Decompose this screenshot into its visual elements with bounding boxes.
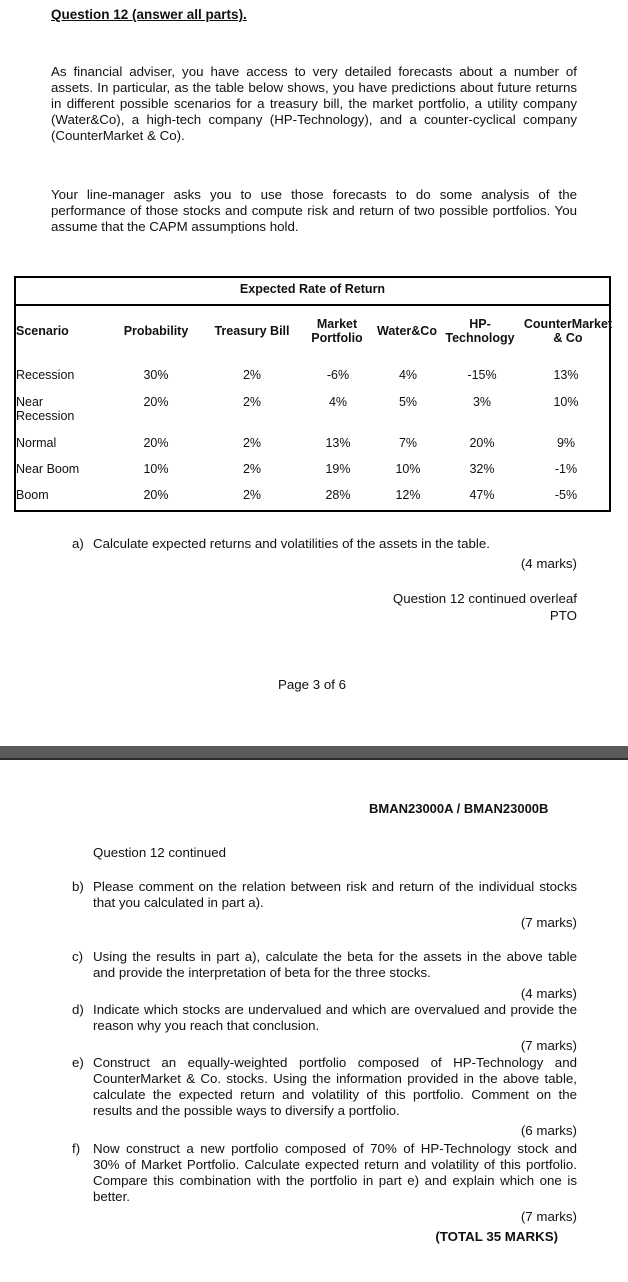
course-code: BMAN23000A / BMAN23000B <box>369 801 549 816</box>
part-d-text: Indicate which stocks are undervalued and which are overvalued and provide the reason why you reach that conclusion. <box>93 1002 577 1033</box>
row-normal-counter: 9% <box>556 436 576 450</box>
row-boom-treasury: 2% <box>242 488 262 502</box>
row-near-recession-scenario: Near Recession <box>16 395 75 423</box>
page-number: Page 3 of 6 <box>278 677 347 692</box>
part-b-marks: (7 marks) <box>520 915 577 930</box>
row-near-boom-market: 19% <box>325 462 351 476</box>
row-near-boom-hp: 32% <box>469 462 495 476</box>
part-b <box>72 879 577 911</box>
part-b-text: Please comment on the relation between risk and return of the individual stocks that you calculated in part a). <box>93 879 577 910</box>
part-d-marks: (7 marks) <box>520 1038 577 1053</box>
header-probability: Probability <box>123 324 189 338</box>
header-hp-technology: HP- Technology <box>445 317 515 345</box>
row-recession-scenario: Recession <box>16 368 75 382</box>
row-normal-treasury: 2% <box>242 436 262 450</box>
row-near-recession-probability: 20% <box>143 395 169 409</box>
row-near-recession-treasury: 2% <box>242 395 262 409</box>
part-c-marks: (4 marks) <box>520 986 577 1001</box>
part-c-label: c) <box>72 949 84 964</box>
part-a-text: Calculate expected returns and volatilities of the assets in the table. <box>93 536 490 551</box>
row-boom-counter: -5% <box>554 488 578 502</box>
total-marks: (TOTAL 35 MARKS) <box>435 1229 558 1244</box>
part-e-label: e) <box>72 1055 84 1070</box>
row-recession-treasury: 2% <box>242 368 262 382</box>
part-b-label: b) <box>72 879 84 894</box>
row-recession-water: 4% <box>398 368 418 382</box>
pto-note: PTO <box>549 608 577 623</box>
row-near-recession-hp: 3% <box>472 395 492 409</box>
row-boom-scenario: Boom <box>16 488 49 502</box>
part-e-marks: (6 marks) <box>520 1123 577 1138</box>
row-boom-probability: 20% <box>143 488 169 502</box>
row-recession-market: -6% <box>326 368 350 382</box>
row-near-recession-water: 5% <box>398 395 418 409</box>
row-near-recession-market: 4% <box>328 395 348 409</box>
part-e <box>72 1055 577 1119</box>
header-treasury-bill: Treasury Bill <box>214 324 290 338</box>
returns-table <box>14 276 611 512</box>
header-scenario: Scenario <box>16 324 69 338</box>
part-a-marks: (4 marks) <box>520 556 577 571</box>
part-f-text: Now construct a new portfolio composed of 70% of HP-Technology stock and 30% of Market Portfolio. Calculate expected return and volatility of this portfolio. Compare this combination with the portfolio in part e) and explain which one is better. <box>93 1141 577 1204</box>
question-heading: Question 12 (answer all parts). <box>51 7 247 22</box>
continued-overleaf: Question 12 continued overleaf <box>392 591 577 606</box>
part-e-text: Construct an equally-weighted portfolio composed of HP-Technology and CounterMarket & Co. stocks. Using the information provided in the above table, calculate the expected return and volatility of this portfolio. Comment on the results and the possible ways to diversify a portfolio. <box>93 1055 577 1118</box>
row-near-boom-scenario: Near Boom <box>16 462 80 476</box>
row-near-boom-treasury: 2% <box>242 462 262 476</box>
header-water-co: Water&Co <box>377 324 437 338</box>
part-f-marks: (7 marks) <box>520 1209 577 1224</box>
row-recession-counter: 13% <box>553 368 579 382</box>
part-f <box>72 1141 577 1205</box>
part-d <box>72 1002 577 1034</box>
row-normal-market: 13% <box>325 436 351 450</box>
part-f-label: f) <box>72 1141 81 1156</box>
row-boom-hp: 47% <box>469 488 495 502</box>
part-c <box>72 949 577 981</box>
task-paragraph: Your line-manager asks you to use those forecasts to do some analysis of the performance of those stocks and compute risk and return of two possible portfolios. You assume that the CAPM assumptions hold. <box>51 187 577 234</box>
row-normal-probability: 20% <box>143 436 169 450</box>
page-break-shadow <box>0 758 628 760</box>
row-near-recession-counter: 10% <box>553 395 579 409</box>
row-recession-hp: -15% <box>467 368 497 382</box>
table-divider <box>16 304 609 306</box>
question-continued: Question 12 continued <box>93 845 227 860</box>
row-near-boom-water: 10% <box>395 462 421 476</box>
row-normal-water: 7% <box>398 436 418 450</box>
row-normal-hp: 20% <box>469 436 495 450</box>
table-title: Expected Rate of Return <box>239 282 386 296</box>
row-near-boom-probability: 10% <box>143 462 169 476</box>
row-boom-market: 28% <box>325 488 351 502</box>
row-normal-scenario: Normal <box>16 436 57 450</box>
header-countermarket: CounterMarket & Co <box>523 317 613 345</box>
intro-paragraph: As financial adviser, you have access to very detailed forecasts about a number of assets. In particular, as the table below shows, you have predictions about future returns in different possible scenarios for a treasury bill, the market portfolio, a utility company (Water&Co), a high-tech company (HP-Technology), and a counter-cyclical company (CounterMarket & Co). <box>51 64 577 143</box>
row-recession-probability: 30% <box>143 368 169 382</box>
part-c-text: Using the results in part a), calculate the beta for the assets in the above table and provide the interpretation of beta for the three stocks. <box>93 949 577 980</box>
row-near-boom-counter: -1% <box>554 462 578 476</box>
header-market-portfolio: Market Portfolio <box>311 317 363 345</box>
row-boom-water: 12% <box>395 488 421 502</box>
part-a-label: a) <box>72 536 84 551</box>
part-d-label: d) <box>72 1002 84 1017</box>
